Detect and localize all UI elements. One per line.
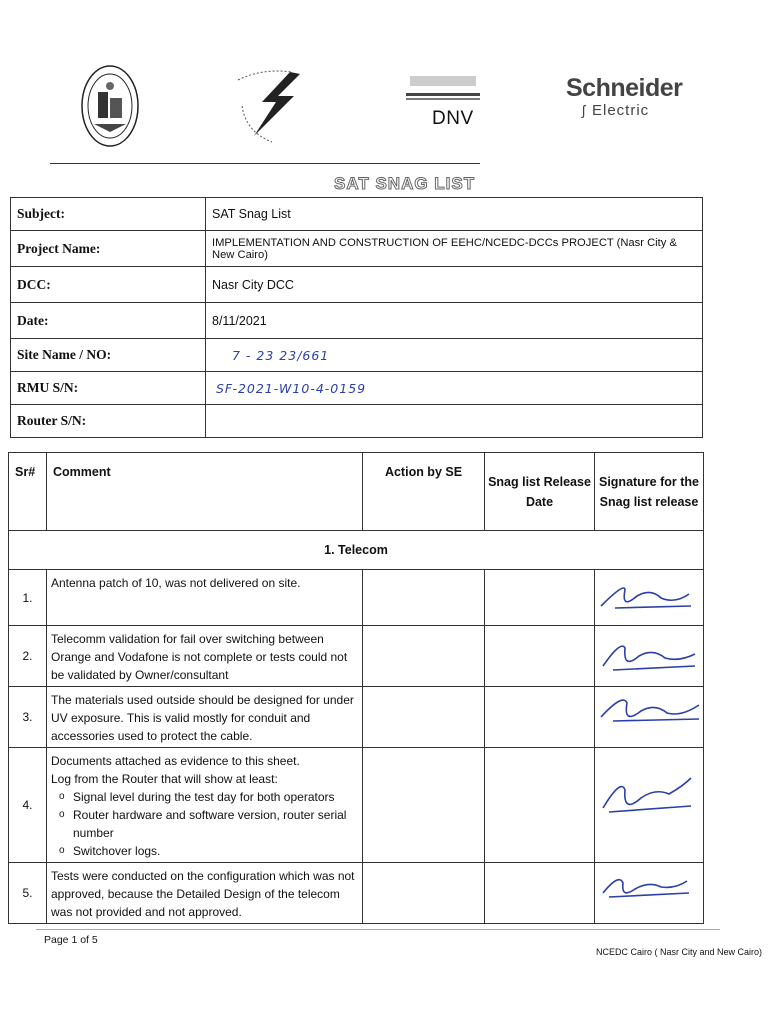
row-5-signature — [595, 863, 704, 924]
row-3-sr: 3. — [9, 687, 47, 748]
dcc-label: DCC: — [11, 267, 206, 303]
row-1-signature — [595, 570, 704, 626]
row-1-action — [363, 570, 485, 626]
list-item: o Switchover logs. — [73, 842, 358, 860]
dnv-wordmark: DNV — [432, 108, 474, 129]
list-item: o Signal level during the test day for both operators — [73, 788, 358, 806]
row-2-release-date — [485, 626, 595, 687]
row-2-action — [363, 626, 485, 687]
rmu-value: SF-2021-W10-4-0159 — [206, 372, 703, 405]
signature-image — [595, 687, 704, 735]
schneider-wordmark: Schneider — [566, 74, 683, 102]
row-2-signature — [595, 626, 704, 687]
section-telecom: 1. Telecom — [9, 531, 704, 570]
row-1-comment: Antenna patch of 10, was not delivered on site. — [47, 570, 363, 626]
electric-wordmark: Electric — [592, 102, 650, 119]
row-3-comment: The materials used outside should be designed for under UV exposure. This is valid mostly for conduit and accessories used to protect the cable. — [47, 687, 363, 748]
footer-divider — [36, 929, 720, 930]
row-4-intro: Documents attached as evidence to this sheet. — [51, 754, 300, 768]
date-label: Date: — [11, 303, 206, 339]
row-5-action — [363, 863, 485, 924]
row-4-bullets — [51, 788, 358, 860]
router-value — [206, 405, 703, 438]
row-1-sr: 1. — [9, 570, 47, 626]
dcc-value: Nasr City DCC — [206, 267, 703, 303]
header-divider — [50, 163, 480, 164]
electric-icon: ʃ — [582, 102, 586, 118]
date-value: 8/11/2021 — [206, 303, 703, 339]
list-item: o Router hardware and software version, router serial number — [73, 806, 358, 842]
page-number: Page 1 of 5 — [44, 934, 98, 946]
info-table — [10, 197, 703, 438]
signature-image — [595, 748, 704, 846]
row-4-sr: 4. — [9, 748, 47, 863]
row-5-comment: Tests were conducted on the configuration which was not approved, because the Detailed Design of the telecom was not provided and not approved. — [47, 863, 363, 924]
schneider-electric-logo — [562, 72, 683, 124]
site-value: 7 - 23 23/661 — [206, 339, 703, 372]
row-1-release-date — [485, 570, 595, 626]
seal-logo — [80, 62, 140, 150]
row-4-intro2: Log from the Router that will show at least: — [51, 772, 278, 786]
header-action: Action by SE — [363, 453, 485, 531]
row-5-sr: 5. — [9, 863, 47, 924]
row-4-comment — [47, 748, 363, 863]
router-label: Router S/N: — [11, 405, 206, 438]
header-signature: Signature for the Snag list release — [595, 453, 704, 531]
header-release-date: Snag list Release Date — [485, 453, 595, 531]
row-4-release-date — [485, 748, 595, 863]
header-comment: Comment — [47, 453, 363, 531]
row-5-release-date — [485, 863, 595, 924]
row-3-release-date — [485, 687, 595, 748]
snag-table — [8, 452, 704, 924]
project-label: Project Name: — [11, 231, 206, 267]
row-2-sr: 2. — [9, 626, 47, 687]
site-label: Site Name / NO: — [11, 339, 206, 372]
signature-image — [595, 626, 704, 684]
row-3-action — [363, 687, 485, 748]
subject-value: SAT Snag List — [206, 198, 703, 231]
row-2-comment: Telecomm validation for fail over switching between Orange and Vodafone is not complete or tests could not be validated by Owner/consultant — [47, 626, 363, 687]
signature-image — [595, 570, 704, 626]
dnv-logo — [406, 70, 480, 132]
row-3-signature — [595, 687, 704, 748]
signature-image — [595, 863, 704, 917]
rmu-label: RMU S/N: — [11, 372, 206, 405]
header-sr: Sr# — [9, 453, 47, 531]
row-4-signature — [595, 748, 704, 863]
document-title: SAT SNAG LIST — [334, 174, 476, 193]
subject-label: Subject: — [11, 198, 206, 231]
footer-organization: NCEDC Cairo ( Nasr City and New Cairo) — [596, 947, 763, 957]
project-value: IMPLEMENTATION AND CONSTRUCTION OF EEHC/NCEDC-DCCs PROJECT (Nasr City & New Cairo) — [206, 231, 703, 267]
row-4-action — [363, 748, 485, 863]
lightning-bolt-logo — [232, 66, 314, 144]
